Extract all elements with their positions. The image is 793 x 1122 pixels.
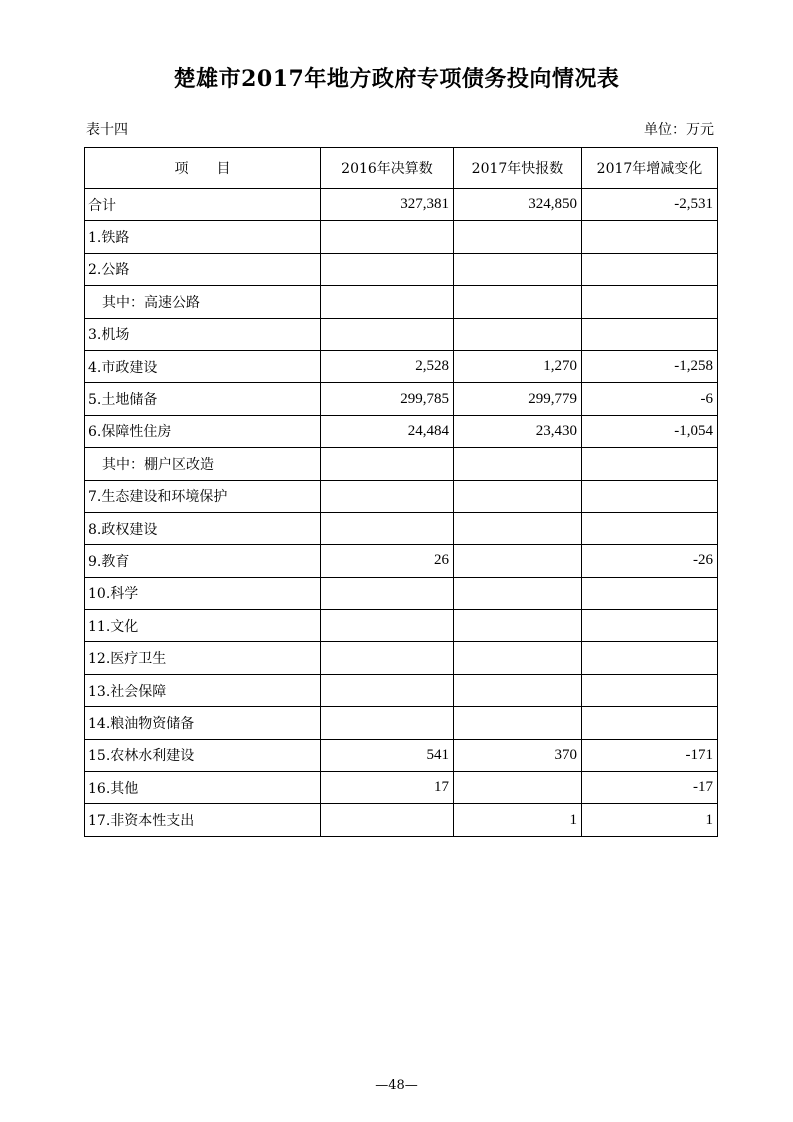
table-row	[85, 448, 718, 480]
value-2016-final	[321, 642, 454, 674]
value-2017-change: -6	[582, 383, 718, 415]
row-label: 其中：高速公路	[85, 286, 321, 318]
value-2016-final: 541	[321, 739, 454, 771]
column-header-2016-final: 2016年决算数	[321, 148, 454, 189]
value-2016-final	[321, 253, 454, 285]
value-2017-flash	[454, 318, 582, 350]
row-label: 5.土地储备	[85, 383, 321, 415]
value-2017-change	[582, 642, 718, 674]
value-2017-change	[582, 674, 718, 706]
table-row	[85, 253, 718, 285]
table-row	[85, 707, 718, 739]
value-2016-final	[321, 221, 454, 253]
value-2016-final	[321, 480, 454, 512]
value-2016-final	[321, 707, 454, 739]
row-label: 14.粮油物资储备	[85, 707, 321, 739]
value-2017-change	[582, 448, 718, 480]
value-2017-change	[582, 286, 718, 318]
value-2016-final	[321, 318, 454, 350]
table-row	[85, 772, 718, 804]
value-2017-change: -17	[582, 772, 718, 804]
page-number: —48—	[375, 1078, 418, 1093]
value-2017-flash	[454, 221, 582, 253]
table-row	[85, 512, 718, 544]
table-row	[85, 286, 718, 318]
row-label: 10.科学	[85, 577, 321, 609]
value-2017-change	[582, 610, 718, 642]
value-2017-change: -171	[582, 739, 718, 771]
row-label: 其中：棚户区改造	[85, 448, 321, 480]
table-row	[85, 318, 718, 350]
unit-label: 单位：万元	[644, 122, 714, 138]
value-2017-flash: 23,430	[454, 415, 582, 447]
table-row	[85, 189, 718, 221]
value-2017-flash	[454, 448, 582, 480]
table-row	[85, 415, 718, 447]
table-row	[85, 674, 718, 706]
value-2017-flash	[454, 545, 582, 577]
value-2016-final	[321, 577, 454, 609]
row-label: 合计	[85, 189, 321, 221]
column-header-item: 项 目	[85, 148, 321, 189]
value-2017-flash	[454, 253, 582, 285]
value-2016-final	[321, 448, 454, 480]
value-2017-change: -2,531	[582, 189, 718, 221]
value-2017-flash	[454, 707, 582, 739]
row-label: 3.机场	[85, 318, 321, 350]
value-2016-final: 2,528	[321, 350, 454, 382]
value-2017-change	[582, 221, 718, 253]
value-2017-flash: 370	[454, 739, 582, 771]
row-label: 16.其他	[85, 772, 321, 804]
value-2016-final	[321, 286, 454, 318]
value-2017-change: -1,054	[582, 415, 718, 447]
value-2016-final	[321, 674, 454, 706]
column-header-2017-flash: 2017年快报数	[454, 148, 582, 189]
table-row	[85, 221, 718, 253]
value-2017-flash: 1	[454, 804, 582, 836]
value-2017-flash: 1,270	[454, 350, 582, 382]
table-row	[85, 804, 718, 836]
table-row	[85, 610, 718, 642]
row-label: 4.市政建设	[85, 350, 321, 382]
table-number: 表十四	[86, 122, 128, 138]
row-label: 11.文化	[85, 610, 321, 642]
value-2017-change: -1,258	[582, 350, 718, 382]
table-body	[85, 189, 718, 837]
value-2017-change	[582, 577, 718, 609]
value-2017-change	[582, 707, 718, 739]
value-2017-change	[582, 480, 718, 512]
row-label: 7.生态建设和环境保护	[85, 480, 321, 512]
value-2017-flash	[454, 674, 582, 706]
row-label: 12.医疗卫生	[85, 642, 321, 674]
table-row	[85, 545, 718, 577]
table-row	[85, 642, 718, 674]
page-title: 楚雄市2017年地方政府专项债务投向情况表	[173, 66, 620, 92]
value-2016-final: 327,381	[321, 189, 454, 221]
value-2017-change	[582, 253, 718, 285]
value-2017-flash	[454, 512, 582, 544]
value-2016-final	[321, 512, 454, 544]
value-2017-flash	[454, 286, 582, 318]
value-2016-final: 299,785	[321, 383, 454, 415]
row-label: 8.政权建设	[85, 512, 321, 544]
row-label: 9.教育	[85, 545, 321, 577]
value-2017-flash: 299,779	[454, 383, 582, 415]
value-2016-final	[321, 804, 454, 836]
value-2017-flash	[454, 772, 582, 804]
debt-allocation-table	[84, 147, 718, 837]
value-2017-change	[582, 512, 718, 544]
column-header-2017-change: 2017年增减变化	[582, 148, 718, 189]
value-2017-flash	[454, 610, 582, 642]
table-row	[85, 383, 718, 415]
table-row	[85, 480, 718, 512]
row-label: 17.非资本性支出	[85, 804, 321, 836]
value-2016-final	[321, 610, 454, 642]
value-2017-change: -26	[582, 545, 718, 577]
value-2016-final: 26	[321, 545, 454, 577]
value-2016-final: 17	[321, 772, 454, 804]
value-2016-final: 24,484	[321, 415, 454, 447]
row-label: 13.社会保障	[85, 674, 321, 706]
value-2017-flash	[454, 642, 582, 674]
value-2017-change: 1	[582, 804, 718, 836]
table-row	[85, 739, 718, 771]
value-2017-flash	[454, 480, 582, 512]
row-label: 15.农林水利建设	[85, 739, 321, 771]
table-header-row	[85, 148, 718, 189]
value-2017-change	[582, 318, 718, 350]
row-label: 6.保障性住房	[85, 415, 321, 447]
value-2017-flash	[454, 577, 582, 609]
row-label: 1.铁路	[85, 221, 321, 253]
value-2017-flash: 324,850	[454, 189, 582, 221]
table-row	[85, 577, 718, 609]
table-row	[85, 350, 718, 382]
row-label: 2.公路	[85, 253, 321, 285]
